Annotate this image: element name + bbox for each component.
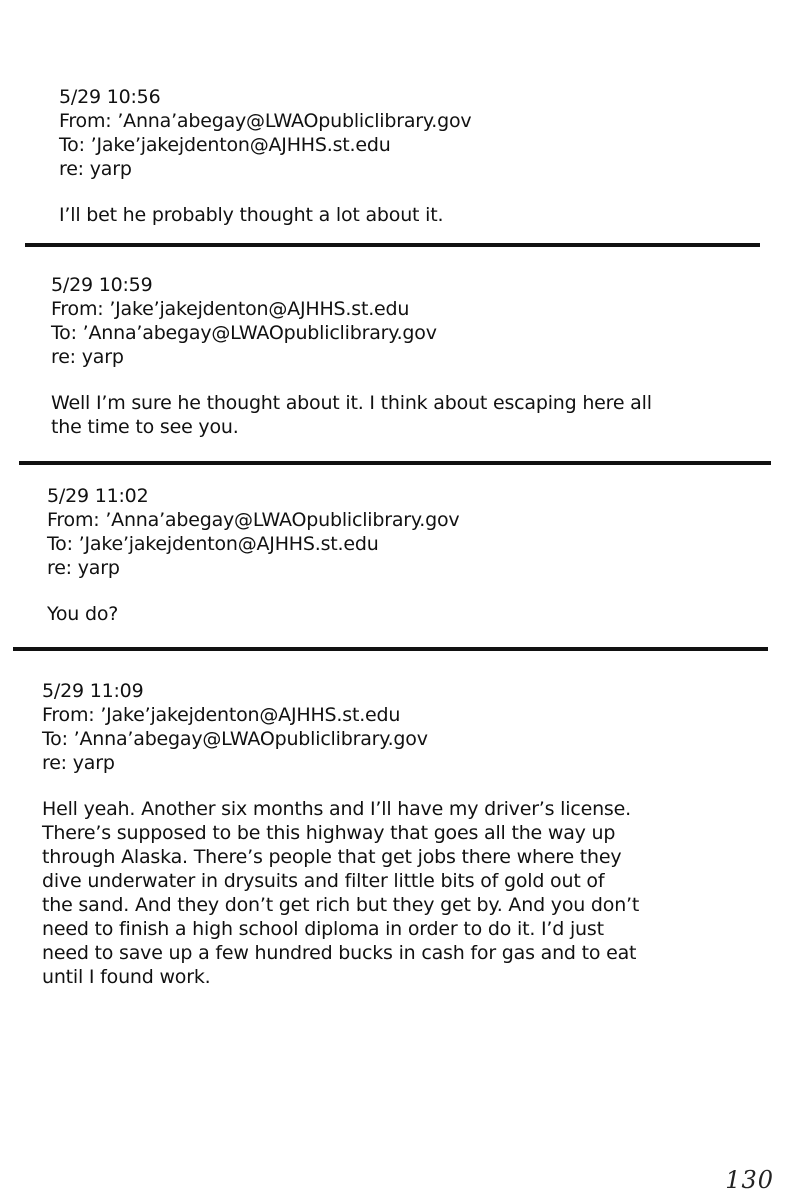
email-to: To: ’Jake’jakejdenton@AJHHS.st.edu [59, 134, 391, 156]
page-number: 130 [725, 1166, 774, 1194]
email-from: From: ’Anna’abegay@LWAOpubliclibrary.gov [47, 509, 460, 531]
message-divider [19, 461, 771, 465]
email-body: You do? [47, 603, 119, 625]
email-subject: re: yarp [51, 346, 124, 368]
email-from: From: ’Jake’jakejdenton@AJHHS.st.edu [42, 704, 401, 726]
message-divider [13, 647, 768, 651]
email-to: To: ’Jake’jakejdenton@AJHHS.st.edu [47, 533, 379, 555]
email-to: To: ’Anna’abegay@LWAOpubliclibrary.gov [51, 322, 437, 344]
email-timestamp: 5/29 10:56 [59, 86, 161, 108]
email-message-4 [42, 679, 639, 989]
email-from: From: ’Anna’abegay@LWAOpubliclibrary.gov [59, 110, 472, 132]
email-body: I’ll bet he probably thought a lot about it. [59, 204, 444, 226]
email-body: Well I’m sure he thought about it. I think about escaping here all the time to see you. [51, 392, 652, 438]
email-timestamp: 5/29 10:59 [51, 274, 153, 296]
email-subject: re: yarp [42, 752, 115, 774]
email-to: To: ’Anna’abegay@LWAOpubliclibrary.gov [42, 728, 428, 750]
email-message-3 [47, 484, 459, 626]
email-from: From: ’Jake’jakejdenton@AJHHS.st.edu [51, 298, 410, 320]
email-message-1 [59, 85, 471, 227]
email-timestamp: 5/29 11:09 [42, 680, 144, 702]
email-subject: re: yarp [59, 158, 132, 180]
email-timestamp: 5/29 11:02 [47, 485, 149, 507]
email-subject: re: yarp [47, 557, 120, 579]
email-message-2 [51, 273, 652, 439]
email-body: Hell yeah. Another six months and I’ll have my driver’s license. There’s supposed to be this highway that goes all the way up through Alaska. There’s people that get jobs there where they dive underwater in drysuits and filter little bits of gold out of the sand. And they don’t get rich but they get by. And you don’t need to finish a high school diploma in order to do it. I’d just need to save up a few hundred bucks in cash for gas and to eat until I found work. [42, 798, 640, 988]
message-divider [25, 243, 760, 247]
